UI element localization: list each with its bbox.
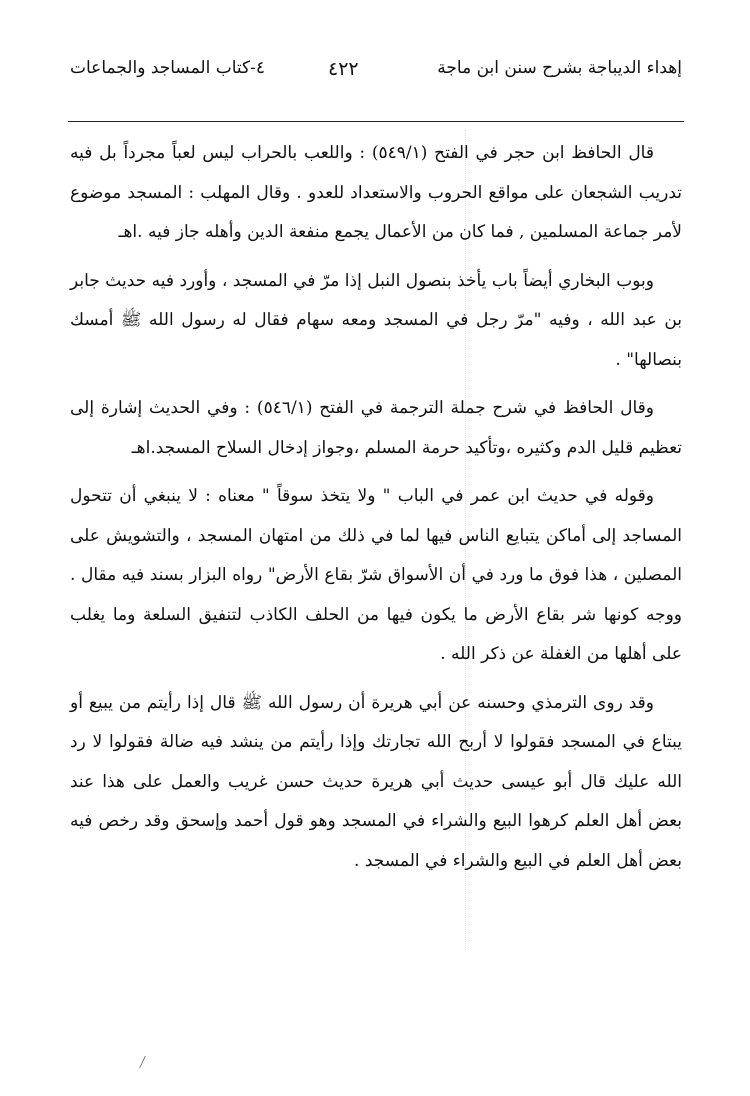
header-rule (68, 121, 684, 122)
page-body (70, 134, 682, 890)
pen-mark (139, 1056, 154, 1068)
paragraph-tirmidhi-hadith: وقد روى الترمذي وحسنه عن أبي هريرة أن رسول الله ﷺ قال إذا رأيتم من يبيع أو يبتاع في المسجد فقولوا لا أربح الله تجارتك وإذا رأيتم من ينشد فيه ضالة فقولوا لا رد الله عليك قال أبو عيسى حديث أبي هريرة حديث حسن غريب والعمل على هذا عند بعض أهل العلم كرهوا البيع والشراء في المسجد وهو قول أحمد وإسحق وقد رخص فيه بعض أهل العلم في البيع والشراء في المسجد . (70, 692, 682, 871)
paragraph-bukhari-chapter: وبوب البخاري أيضاً باب يأخذ بنصول النبل إذا مرّ في المسجد ، وأورد فيه حديث جابر بن عبد الله ، وفيه "مرّ رجل في المسجد ومعه سهام فقال له رسول الله ﷺ أمسك بنصالها" . (70, 270, 682, 370)
page-number: ٤٢٢ (328, 58, 359, 80)
paragraph-translation-commentary: وقال الحافظ في شرح جملة الترجمة في الفتح (٥٤٦/١) : وفي الحديث إشارة إلى تعظيم قليل الدم وكثيره ،وتأكيد حرمة المسلم ،وجواز إدخال السلاح المسجد.اهـ (70, 398, 682, 458)
page-header (70, 58, 682, 94)
paragraph-ibn-umar-hadith: وقوله في حديث ابن عمر في الباب " ولا يتخذ سوقاً " معناه : لا ينبغي أن تتحول المساجد إلى أماكن يتبايع الناس فيها لما في ذلك من امتهان المسجد ، والتشويش على المصلين ، هذا فوق ما ورد في أن الأسواق شرّ بقاع الأرض" رواه البزار بسند فيه مقال . ووجه كونها شر بقاع الأرض ما يكون فيها من الحلف الكاذب لتنفيق السلعة وما يغلب على أهلها من الغفلة عن ذكر الله . (70, 486, 682, 664)
book-title: إهداء الديباجة بشرح سنن ابن ماجة (437, 58, 682, 78)
paragraph-fath-commentary: قال الحافظ ابن حجر في الفتح (٥٤٩/١) : واللعب بالحراب ليس لعباً مجرداً بل فيه تدريب الشجعان على مواقع الحروب والاستعداد للعدو . وقال المهلب : المسجد موضوع لأمر جماعة المسلمين , فما كان من الأعمال يجمع منفعة الدين وأهله جاز فيه .اهـ (70, 143, 682, 242)
chapter-title: ٤-كتاب المساجد والجماعات (70, 58, 266, 78)
